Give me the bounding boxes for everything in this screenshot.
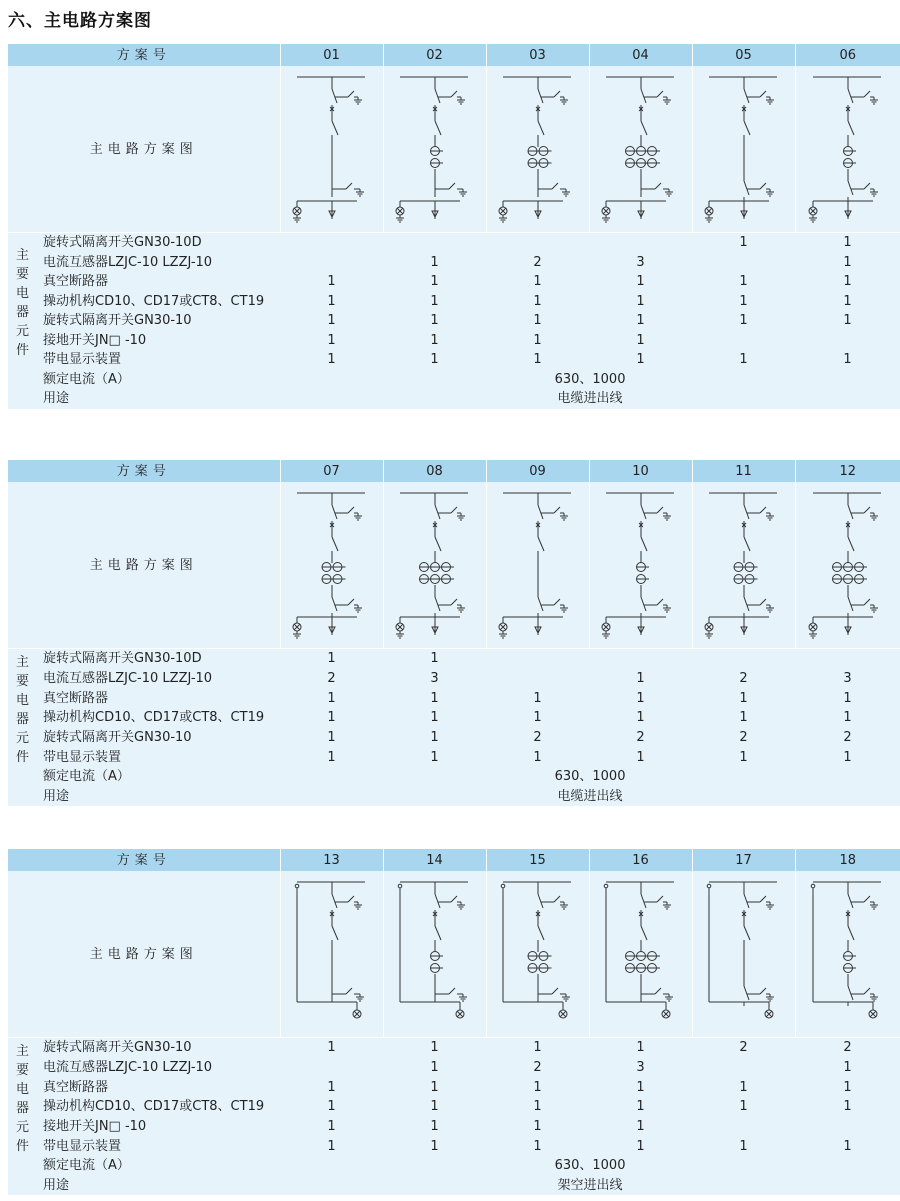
- component-quantity: 1: [739, 352, 748, 368]
- single-line-diagram: [282, 69, 382, 229]
- component-quantity: 1: [533, 1138, 542, 1154]
- component-row: [8, 1058, 900, 1078]
- scheme-number: 13: [280, 849, 383, 871]
- circuit-diagram-cell: [383, 871, 486, 1038]
- component-quantity: 1: [533, 710, 542, 726]
- component-row: [8, 708, 900, 728]
- component-name: 电流互感器LZJC-10 LZZJ-10: [43, 670, 213, 686]
- component-quantity: 1: [533, 332, 542, 348]
- component-quantity: [486, 233, 589, 253]
- circuit-diagram-cell: [692, 482, 795, 649]
- side-char: 器: [15, 1101, 29, 1116]
- spacer: [8, 370, 37, 390]
- component-quantity: 1: [430, 1118, 439, 1134]
- component-name: 旋转式隔离开关GN30-10: [43, 1040, 192, 1056]
- component-quantity: 1: [430, 729, 439, 745]
- component-quantity: [486, 669, 589, 689]
- scheme-number: 07: [280, 460, 383, 482]
- component-quantity: [795, 649, 900, 669]
- component-quantity: 1: [533, 749, 542, 765]
- component-quantity: 1: [327, 729, 336, 745]
- component-quantity: [383, 233, 486, 253]
- component-quantity: 1: [430, 1138, 439, 1154]
- single-line-diagram: [385, 485, 485, 645]
- component-row: [8, 233, 900, 253]
- component-quantity: 1: [739, 293, 748, 309]
- component-quantity: 1: [739, 710, 748, 726]
- rated-current-value: 630、1000: [554, 371, 626, 387]
- component-quantity: 1: [327, 690, 336, 706]
- side-char: 电: [15, 1082, 29, 1097]
- component-quantity: 1: [430, 254, 439, 270]
- side-char: 器: [15, 712, 29, 727]
- component-quantity: 1: [739, 313, 748, 329]
- circuit-diagram-cell: [280, 871, 383, 1038]
- usage-row: [8, 389, 900, 409]
- component-name: 真空断路器: [43, 274, 109, 290]
- component-quantity: 1: [533, 352, 542, 368]
- component-quantity: 1: [430, 293, 439, 309]
- component-row: [8, 311, 900, 331]
- component-quantity: 1: [843, 1099, 852, 1115]
- side-char: 电: [15, 693, 29, 708]
- side-char: 元: [15, 324, 29, 340]
- component-quantity: 1: [739, 690, 748, 706]
- component-quantity: 1: [843, 235, 852, 251]
- single-line-diagram: [591, 874, 691, 1034]
- component-quantity: 2: [636, 729, 645, 745]
- side-char: 主: [15, 248, 29, 264]
- component-name: 真空断路器: [43, 690, 109, 706]
- usage-row: [8, 787, 900, 807]
- component-row: [8, 292, 900, 312]
- component-quantity: 1: [739, 235, 748, 251]
- rated-current-row: [8, 767, 900, 787]
- component-quantity: 1: [327, 1138, 336, 1154]
- circuit-diagram-cell: [795, 482, 900, 649]
- component-row: [8, 331, 900, 351]
- component-quantity: 1: [636, 293, 645, 309]
- component-row: [8, 1097, 900, 1117]
- component-quantity: [692, 253, 795, 273]
- component-quantity: 1: [636, 352, 645, 368]
- component-quantity: 1: [739, 1079, 748, 1095]
- component-quantity: 1: [327, 651, 336, 667]
- component-quantity: 2: [843, 729, 852, 745]
- component-quantity: 1: [636, 274, 645, 290]
- side-char: 件: [15, 750, 29, 765]
- component-quantity: 1: [533, 1118, 542, 1134]
- component-name: 电流互感器LZJC-10 LZZJ-10: [43, 254, 213, 270]
- component-quantity: 1: [636, 332, 645, 348]
- scheme-number: 01: [280, 44, 383, 66]
- component-quantity: 1: [430, 710, 439, 726]
- scheme-number: 06: [795, 44, 900, 66]
- component-quantity: 1: [636, 1040, 645, 1056]
- component-quantity: 1: [327, 1079, 336, 1095]
- component-quantity: 1: [430, 651, 439, 667]
- header-row: [8, 849, 900, 871]
- component-quantity: 1: [327, 1118, 336, 1134]
- scheme-number: 18: [795, 849, 900, 871]
- component-quantity: 1: [430, 690, 439, 706]
- diagram-label: 主电路方案图: [8, 482, 280, 649]
- component-quantity: 1: [843, 1059, 852, 1075]
- component-quantity: 1: [327, 293, 336, 309]
- component-quantity: 2: [739, 729, 748, 745]
- single-line-diagram: [694, 874, 794, 1034]
- circuit-diagram-cell: [486, 871, 589, 1038]
- component-name: 真空断路器: [43, 1079, 109, 1095]
- component-quantity: [692, 1117, 795, 1137]
- scheme-number: 03: [486, 44, 589, 66]
- rated-current-label: 额定电流（A）: [43, 371, 130, 387]
- component-quantity: 1: [843, 313, 852, 329]
- component-quantity: 1: [533, 1099, 542, 1115]
- main-components-label: [8, 1038, 37, 1157]
- page-title: 六、主电路方案图: [8, 11, 152, 31]
- circuit-diagram-cell: [486, 66, 589, 233]
- component-name: 电流互感器LZJC-10 LZZJ-10: [43, 1059, 213, 1075]
- component-quantity: 1: [430, 749, 439, 765]
- component-quantity: [589, 233, 692, 253]
- component-quantity: 1: [533, 313, 542, 329]
- component-quantity: 1: [843, 274, 852, 290]
- single-line-diagram: [694, 485, 794, 645]
- component-quantity: 1: [327, 274, 336, 290]
- scheme-number: 05: [692, 44, 795, 66]
- component-row: [8, 350, 900, 370]
- side-char: 要: [15, 1063, 29, 1078]
- scheme-number: 14: [383, 849, 486, 871]
- main-components-label: [8, 233, 37, 370]
- component-name: 操动机构CD10、CD17或CT8、CT19: [43, 1099, 265, 1115]
- component-quantity: 1: [327, 332, 336, 348]
- component-quantity: 1: [739, 274, 748, 290]
- rated-current-label: 额定电流（A）: [43, 769, 130, 785]
- side-char: 要: [15, 674, 29, 689]
- component-quantity: 1: [430, 1079, 439, 1095]
- circuit-diagram-cell: [692, 66, 795, 233]
- component-name: 旋转式隔离开关GN30-10: [43, 729, 192, 745]
- circuit-diagram-cell: [589, 871, 692, 1038]
- scheme-number: 16: [589, 849, 692, 871]
- component-name: 旋转式隔离开关GN30-10D: [43, 235, 202, 251]
- single-line-diagram: [385, 69, 485, 229]
- component-quantity: 1: [739, 749, 748, 765]
- header-row: [8, 460, 900, 482]
- usage-row: [8, 1176, 900, 1196]
- component-name: 带电显示装置: [43, 749, 122, 765]
- scheme-number: 17: [692, 849, 795, 871]
- component-quantity: [280, 233, 383, 253]
- component-quantity: 2: [843, 1040, 852, 1056]
- usage-value: 电缆进出线: [557, 391, 623, 407]
- single-line-diagram: [282, 485, 382, 645]
- diagram-row: [8, 871, 900, 1038]
- component-quantity: 2: [739, 1040, 748, 1056]
- component-quantity: [692, 1058, 795, 1078]
- component-quantity: 1: [327, 1040, 336, 1056]
- component-quantity: 1: [843, 352, 852, 368]
- component-row: [8, 1077, 900, 1097]
- component-name: 带电显示装置: [43, 352, 122, 368]
- single-line-diagram: [798, 874, 898, 1034]
- component-quantity: 1: [327, 313, 336, 329]
- scheme-table-2: [8, 460, 900, 806]
- component-name: 旋转式隔离开关GN30-10: [43, 313, 192, 329]
- scheme-number: 12: [795, 460, 900, 482]
- scheme-number: 04: [589, 44, 692, 66]
- main-components-label: [8, 649, 37, 768]
- component-quantity: 1: [327, 749, 336, 765]
- spacer: [8, 787, 37, 807]
- diagram-row: [8, 66, 900, 233]
- component-quantity: 1: [430, 332, 439, 348]
- component-name: 接地开关JN□ -10: [43, 1118, 147, 1134]
- component-row: [8, 272, 900, 292]
- side-char: 要: [15, 267, 29, 283]
- component-quantity: 1: [739, 1138, 748, 1154]
- component-quantity: 1: [636, 710, 645, 726]
- component-quantity: 1: [636, 1079, 645, 1095]
- single-line-diagram: [282, 874, 382, 1034]
- component-quantity: 1: [327, 1099, 336, 1115]
- usage-value: 架空进出线: [557, 1177, 623, 1193]
- component-quantity: 1: [843, 293, 852, 309]
- side-char: 主: [15, 1044, 29, 1059]
- component-name: 接地开关JN□ -10: [43, 332, 147, 348]
- component-quantity: [692, 649, 795, 669]
- component-quantity: 1: [843, 254, 852, 270]
- component-quantity: 1: [843, 710, 852, 726]
- component-quantity: 2: [739, 670, 748, 686]
- usage-label: 用途: [43, 1177, 70, 1193]
- side-char: 电: [15, 286, 29, 302]
- component-name: 操动机构CD10、CD17或CT8、CT19: [43, 293, 265, 309]
- single-line-diagram: [591, 485, 691, 645]
- component-quantity: 1: [327, 710, 336, 726]
- single-line-diagram: [488, 874, 588, 1034]
- component-quantity: 1: [636, 670, 645, 686]
- component-row: [8, 728, 900, 748]
- circuit-diagram-cell: [589, 66, 692, 233]
- circuit-diagram-cell: [795, 66, 900, 233]
- component-quantity: 1: [533, 1079, 542, 1095]
- side-char: 元: [15, 731, 29, 746]
- rated-current-label: 额定电流（A）: [43, 1158, 130, 1174]
- single-line-diagram: [798, 69, 898, 229]
- component-quantity: 1: [636, 749, 645, 765]
- component-name: 带电显示装置: [43, 1138, 122, 1154]
- component-quantity: 1: [430, 1059, 439, 1075]
- side-char: 器: [15, 305, 29, 321]
- component-quantity: 1: [636, 1118, 645, 1134]
- component-quantity: [692, 331, 795, 351]
- component-row: [8, 688, 900, 708]
- usage-label: 用途: [43, 788, 70, 804]
- component-quantity: 2: [327, 670, 336, 686]
- component-quantity: 2: [533, 1059, 542, 1075]
- component-row: [8, 747, 900, 767]
- component-row: [8, 669, 900, 689]
- diagram-label: 主电路方案图: [8, 871, 280, 1038]
- component-quantity: [795, 331, 900, 351]
- component-name: 操动机构CD10、CD17或CT8、CT19: [43, 710, 265, 726]
- component-quantity: 1: [843, 1079, 852, 1095]
- circuit-diagram-cell: [486, 482, 589, 649]
- single-line-diagram: [694, 69, 794, 229]
- component-quantity: 1: [843, 749, 852, 765]
- rated-current-row: [8, 370, 900, 390]
- circuit-diagram-cell: [280, 482, 383, 649]
- side-char: 件: [15, 1139, 29, 1154]
- component-quantity: 3: [430, 670, 439, 686]
- component-quantity: 1: [430, 1099, 439, 1115]
- component-quantity: 1: [430, 313, 439, 329]
- side-char: 件: [15, 343, 29, 359]
- single-line-diagram: [798, 485, 898, 645]
- rated-current-row: [8, 1156, 900, 1176]
- circuit-diagram-cell: [383, 482, 486, 649]
- spacer: [8, 1156, 37, 1176]
- rated-current-value: 630、1000: [554, 769, 626, 785]
- component-quantity: 1: [636, 313, 645, 329]
- component-quantity: [486, 649, 589, 669]
- spacer: [8, 1176, 37, 1196]
- component-quantity: 1: [533, 293, 542, 309]
- component-quantity: 1: [533, 690, 542, 706]
- component-quantity: 3: [843, 670, 852, 686]
- component-quantity: 1: [843, 1138, 852, 1154]
- component-row: [8, 1117, 900, 1137]
- circuit-diagram-cell: [795, 871, 900, 1038]
- component-quantity: 1: [636, 690, 645, 706]
- usage-value: 电缆进出线: [557, 788, 623, 804]
- scheme-number-label: 方案号: [8, 849, 280, 871]
- scheme-table-1: [8, 44, 900, 409]
- header-row: [8, 44, 900, 66]
- circuit-diagram-cell: [692, 871, 795, 1038]
- scheme-number: 11: [692, 460, 795, 482]
- scheme-number: 15: [486, 849, 589, 871]
- rated-current-value: 630、1000: [554, 1158, 626, 1174]
- component-quantity: 3: [636, 254, 645, 270]
- component-quantity: 1: [636, 1099, 645, 1115]
- single-line-diagram: [591, 69, 691, 229]
- circuit-diagram-cell: [280, 66, 383, 233]
- usage-label: 用途: [43, 391, 70, 407]
- scheme-number: 02: [383, 44, 486, 66]
- scheme-table-3: [8, 849, 900, 1195]
- spacer: [8, 389, 37, 409]
- diagram-label: 主电路方案图: [8, 66, 280, 233]
- scheme-number: 08: [383, 460, 486, 482]
- component-quantity: [280, 1058, 383, 1078]
- spacer: [8, 767, 37, 787]
- component-quantity: 3: [636, 1059, 645, 1075]
- diagram-row: [8, 482, 900, 649]
- side-char: 元: [15, 1120, 29, 1135]
- component-quantity: 1: [430, 1040, 439, 1056]
- circuit-diagram-cell: [383, 66, 486, 233]
- component-row: [8, 253, 900, 273]
- component-name: 旋转式隔离开关GN30-10D: [43, 651, 202, 667]
- component-quantity: [589, 649, 692, 669]
- single-line-diagram: [488, 485, 588, 645]
- component-quantity: 1: [327, 352, 336, 368]
- component-quantity: 1: [533, 1040, 542, 1056]
- component-row: [8, 1038, 900, 1058]
- scheme-number-label: 方案号: [8, 44, 280, 66]
- component-quantity: [280, 253, 383, 273]
- component-quantity: 1: [430, 274, 439, 290]
- component-row: [8, 1136, 900, 1156]
- scheme-number-label: 方案号: [8, 460, 280, 482]
- component-quantity: 1: [843, 690, 852, 706]
- side-char: 主: [15, 655, 29, 670]
- component-row: [8, 649, 900, 669]
- component-quantity: 1: [636, 1138, 645, 1154]
- component-quantity: 2: [533, 254, 542, 270]
- component-quantity: 1: [430, 352, 439, 368]
- scheme-number: 10: [589, 460, 692, 482]
- component-quantity: [795, 1117, 900, 1137]
- scheme-number: 09: [486, 460, 589, 482]
- component-quantity: 1: [533, 274, 542, 290]
- single-line-diagram: [385, 874, 485, 1034]
- component-quantity: 2: [533, 729, 542, 745]
- circuit-diagram-cell: [589, 482, 692, 649]
- component-quantity: 1: [739, 1099, 748, 1115]
- single-line-diagram: [488, 69, 588, 229]
